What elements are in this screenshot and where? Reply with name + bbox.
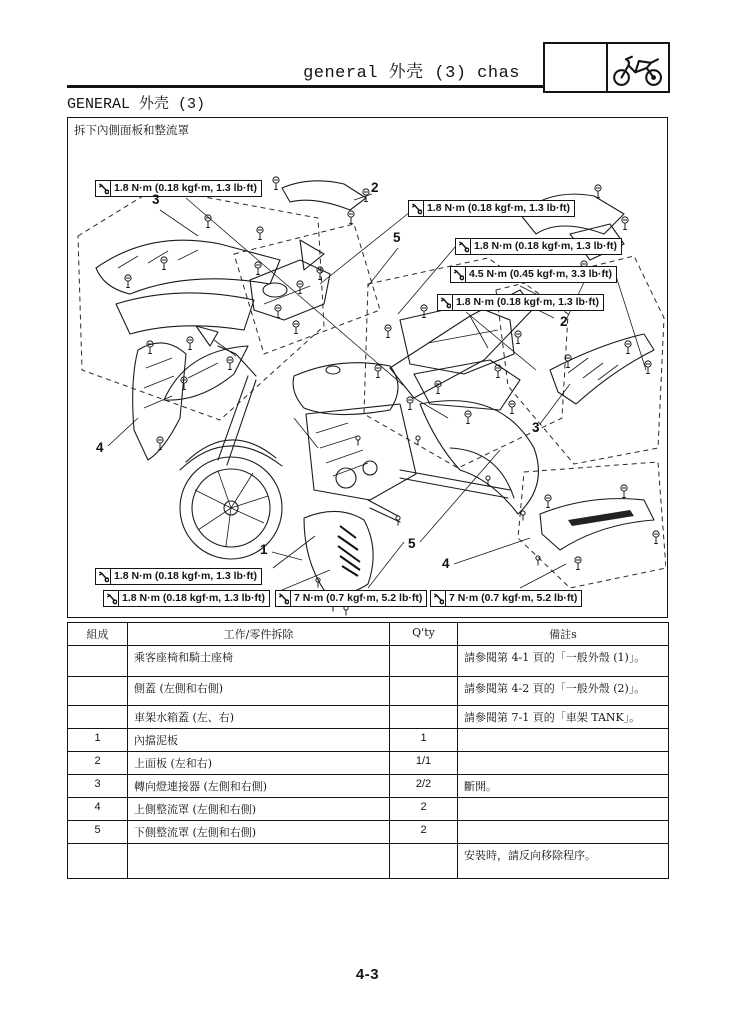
component-number-cell: 1	[68, 729, 128, 752]
torque-value: 1.8 N·m (0.18 kgf·m, 1.3 lb·ft)	[474, 240, 617, 252]
part-number-label: 2	[560, 314, 568, 329]
diagram-caption: 拆下內側面板和整流罩	[74, 123, 189, 137]
job-name-cell: 上側整流罩 (左側和右側)	[128, 798, 390, 821]
torque-wrench-icon	[276, 591, 291, 606]
part-number-label: 5	[393, 230, 401, 245]
qty-cell: 2	[390, 798, 458, 821]
qty-cell: 1/1	[390, 752, 458, 775]
table-row	[68, 706, 669, 729]
torque-wrench-icon	[451, 267, 466, 282]
exploded-diagram-panel	[67, 117, 668, 618]
component-number-cell	[68, 844, 128, 879]
torque-callout	[450, 266, 617, 283]
parts-table	[67, 622, 669, 879]
part-number-label: 3	[152, 192, 160, 207]
header-rule	[67, 85, 554, 88]
table-row	[68, 798, 669, 821]
table-row	[68, 729, 669, 752]
remark-cell	[458, 821, 669, 844]
torque-wrench-icon	[438, 295, 453, 310]
torque-wrench-icon	[96, 181, 111, 196]
component-number-cell	[68, 677, 128, 706]
page-number: 4-3	[355, 966, 380, 983]
part-number-label: 5	[408, 536, 416, 551]
torque-value: 1.8 N·m (0.18 kgf·m, 1.3 lb·ft)	[456, 296, 599, 308]
job-name-cell: 下側整流罩 (左側和右側)	[128, 821, 390, 844]
motorcycle-icon	[608, 44, 668, 91]
table-row	[68, 775, 669, 798]
torque-wrench-icon	[456, 239, 471, 254]
chapter-badge	[543, 42, 670, 93]
chapter-badge-empty-cell	[545, 44, 608, 91]
part-number-label: 1	[260, 542, 268, 557]
remark-cell: 斷開。	[458, 775, 669, 798]
running-title: general 外壳 (3) chas	[303, 64, 520, 83]
component-number-cell: 2	[68, 752, 128, 775]
header-job-parts: 工作/零件拆除	[128, 623, 390, 646]
torque-callout	[95, 568, 262, 585]
part-number-label: 4	[96, 440, 104, 455]
table-row	[68, 752, 669, 775]
table-row	[68, 821, 669, 844]
part-number-label: 4	[442, 556, 450, 571]
torque-callout	[430, 590, 582, 607]
qty-cell	[390, 844, 458, 879]
torque-callout	[455, 238, 622, 255]
part-number-label: 2	[371, 180, 379, 195]
table-row	[68, 844, 669, 879]
torque-value: 4.5 N·m (0.45 kgf·m, 3.3 lb·ft)	[469, 268, 612, 280]
torque-value: 1.8 N·m (0.18 kgf·m, 1.3 lb·ft)	[122, 592, 265, 604]
table-header-row	[68, 623, 669, 646]
qty-cell	[390, 677, 458, 706]
component-number-cell	[68, 646, 128, 677]
torque-callout	[95, 180, 262, 197]
table-row	[68, 646, 669, 677]
torque-callout	[103, 590, 270, 607]
component-number-cell	[68, 706, 128, 729]
part-number-label: 3	[532, 420, 540, 435]
job-name-cell: 乘客座椅和騎士座椅	[128, 646, 390, 677]
job-name-cell	[128, 844, 390, 879]
torque-value: 1.8 N·m (0.18 kgf·m, 1.3 lb·ft)	[114, 182, 257, 194]
torque-wrench-icon	[431, 591, 446, 606]
qty-cell: 1	[390, 729, 458, 752]
component-number-cell: 5	[68, 821, 128, 844]
remark-cell: 請參閱第 4-1 頁的「一般外殼 (1)」。	[458, 646, 669, 677]
qty-cell: 2/2	[390, 775, 458, 798]
component-number-cell: 3	[68, 775, 128, 798]
torque-wrench-icon	[104, 591, 119, 606]
table-row	[68, 677, 669, 706]
qty-cell	[390, 646, 458, 677]
job-name-cell: 轉向燈連接器 (左側和右側)	[128, 775, 390, 798]
job-name-cell: 上面板 (左和右)	[128, 752, 390, 775]
qty-cell: 2	[390, 821, 458, 844]
header-component: 組成	[68, 623, 128, 646]
section-title: GENERAL 外壳 (3)	[67, 96, 206, 113]
header-remarks: 備註s	[458, 623, 669, 646]
torque-callout	[437, 294, 604, 311]
torque-value: 1.8 N·m (0.18 kgf·m, 1.3 lb·ft)	[114, 570, 257, 582]
torque-value: 7 N·m (0.7 kgf·m, 5.2 lb·ft)	[449, 592, 578, 604]
torque-wrench-icon	[96, 569, 111, 584]
remark-cell	[458, 729, 669, 752]
job-name-cell: 內擋泥板	[128, 729, 390, 752]
remark-cell	[458, 798, 669, 821]
component-number-cell: 4	[68, 798, 128, 821]
header-qty: Q'ty	[390, 623, 458, 646]
torque-callout	[408, 200, 575, 217]
torque-value: 1.8 N·m (0.18 kgf·m, 1.3 lb·ft)	[427, 202, 570, 214]
qty-cell	[390, 706, 458, 729]
job-name-cell: 側蓋 (左側和右側)	[128, 677, 390, 706]
torque-value: 7 N·m (0.7 kgf·m, 5.2 lb·ft)	[294, 592, 423, 604]
torque-callout	[275, 590, 427, 607]
job-name-cell: 車架水箱蓋 (左、右)	[128, 706, 390, 729]
remark-cell	[458, 752, 669, 775]
remark-cell: 請參閱第 4-2 頁的「一般外殼 (2)」。	[458, 677, 669, 706]
remark-cell: 安裝時，請反向移除程序。	[458, 844, 669, 879]
remark-cell: 請參閱第 7-1 頁的「車架 TANK」。	[458, 706, 669, 729]
torque-wrench-icon	[409, 201, 424, 216]
